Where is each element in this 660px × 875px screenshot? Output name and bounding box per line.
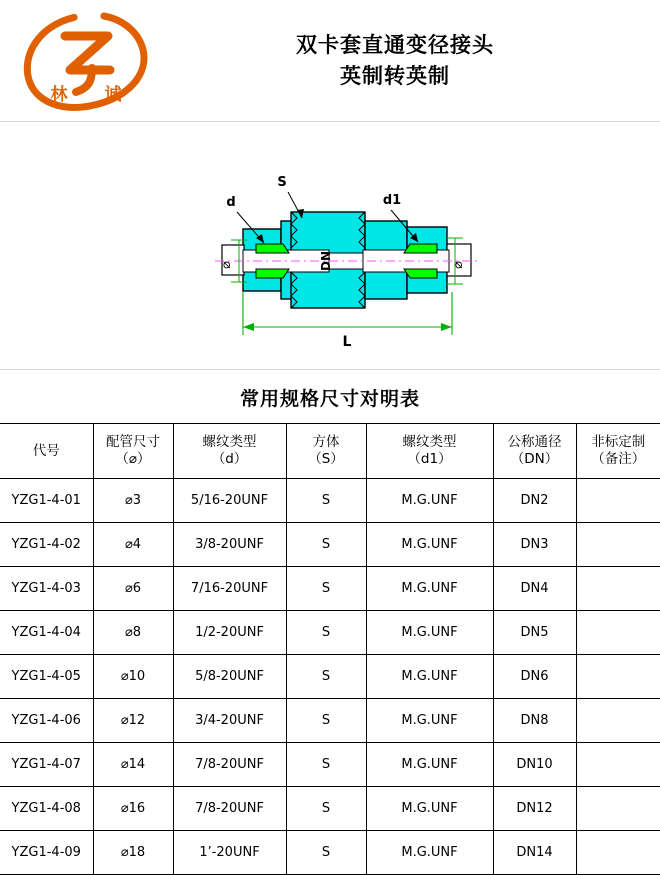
cell-thread-d1: M.G.UNF — [366, 787, 493, 831]
cell-body: S — [286, 611, 366, 655]
product-drawing — [0, 122, 660, 370]
cell-note — [576, 787, 660, 831]
cell-thread-d: 7/8-20UNF — [173, 743, 286, 787]
cell-tube: ⌀3 — [93, 479, 173, 523]
cell-body: S — [286, 479, 366, 523]
cell-dn: DN6 — [493, 655, 576, 699]
col-header-dn-line1: 公称通径 — [507, 434, 562, 450]
col-header-body-s — [286, 424, 366, 479]
col-header-thread-d-line2: （d） — [211, 451, 248, 467]
label-d: d — [226, 195, 236, 210]
spec-table — [0, 423, 660, 875]
logo-sub-right: 诚 — [104, 85, 122, 105]
cell-note — [576, 743, 660, 787]
cell-code: YZG1-4-05 — [0, 655, 93, 699]
cell-dn: DN2 — [493, 479, 576, 523]
cell-thread-d1: M.G.UNF — [366, 831, 493, 875]
cell-dn: DN10 — [493, 743, 576, 787]
cell-dn: DN5 — [493, 611, 576, 655]
table-row — [0, 699, 660, 743]
cell-dn: DN14 — [493, 831, 576, 875]
table-row — [0, 655, 660, 699]
cell-tube: ⌀10 — [93, 655, 173, 699]
cell-dn: DN12 — [493, 787, 576, 831]
cell-tube: ⌀18 — [93, 831, 173, 875]
cell-dn: DN3 — [493, 523, 576, 567]
cell-tube: ⌀12 — [93, 699, 173, 743]
cell-thread-d: 7/16-20UNF — [173, 567, 286, 611]
cell-note — [576, 479, 660, 523]
cell-tube: ⌀14 — [93, 743, 173, 787]
label-diameter-right: ⌀ — [451, 261, 466, 269]
table-header-row — [0, 424, 660, 479]
cell-code: YZG1-4-03 — [0, 567, 93, 611]
cell-thread-d1: M.G.UNF — [366, 479, 493, 523]
cell-thread-d: 7/8-20UNF — [173, 787, 286, 831]
col-header-note-line1: 非标定制 — [591, 434, 646, 450]
cell-body: S — [286, 655, 366, 699]
fitting-technical-drawing — [0, 122, 660, 370]
table-body — [0, 479, 660, 875]
cell-note — [576, 831, 660, 875]
label-diameter-left: ⌀ — [219, 261, 234, 269]
cell-code: YZG1-4-09 — [0, 831, 93, 875]
col-header-dn-line2: （DN） — [510, 451, 559, 467]
col-header-tube-size-line2: （⌀） — [115, 451, 151, 467]
col-header-thread-d1-line1: 螺纹类型 — [402, 434, 457, 450]
col-header-body-s-line1: 方体 — [312, 434, 340, 450]
cell-dn: DN4 — [493, 567, 576, 611]
col-header-thread-d1-line2: （d1） — [407, 451, 452, 467]
col-header-code-line1: 代号 — [32, 442, 60, 459]
col-header-code — [0, 424, 93, 479]
cell-tube: ⌀16 — [93, 787, 173, 831]
cell-thread-d1: M.G.UNF — [366, 655, 493, 699]
cell-code: YZG1-4-06 — [0, 699, 93, 743]
logo-sub-left: 林 — [50, 85, 68, 105]
col-header-tube-size-line1: 配管尺寸 — [106, 434, 160, 450]
cell-tube: ⌀6 — [93, 567, 173, 611]
fitting-bore — [215, 250, 480, 272]
title-line-1: 双卡套直通变径接头 — [296, 32, 494, 57]
title-line-2: 英制转英制 — [340, 63, 450, 88]
col-header-body-s-line2: （S） — [308, 451, 344, 467]
table-row — [0, 743, 660, 787]
label-s: S — [277, 175, 287, 190]
cell-code: YZG1-4-08 — [0, 787, 93, 831]
cell-thread-d: 1/2-20UNF — [173, 611, 286, 655]
cell-code: YZG1-4-07 — [0, 743, 93, 787]
cell-note — [576, 523, 660, 567]
cell-code: YZG1-4-01 — [0, 479, 93, 523]
cell-tube: ⌀8 — [93, 611, 173, 655]
logo-icon — [10, 8, 160, 113]
cell-thread-d1: M.G.UNF — [366, 699, 493, 743]
label-l: L — [342, 334, 352, 350]
cell-thread-d: 3/4-20UNF — [173, 699, 286, 743]
col-header-tube-size — [93, 424, 173, 479]
table-row — [0, 567, 660, 611]
cell-tube: ⌀4 — [93, 523, 173, 567]
label-dn: DN — [319, 250, 333, 272]
col-header-thread-d-line1: 螺纹类型 — [202, 434, 257, 450]
label-d1: d1 — [382, 193, 402, 208]
cell-thread-d: 1’-20UNF — [173, 831, 286, 875]
col-header-note — [576, 424, 660, 479]
company-logo — [0, 6, 170, 116]
cell-code: YZG1-4-04 — [0, 611, 93, 655]
cell-body: S — [286, 743, 366, 787]
cell-thread-d1: M.G.UNF — [366, 567, 493, 611]
page-title — [170, 30, 660, 92]
col-header-note-line2: （备注） — [591, 451, 646, 467]
col-header-dn — [493, 424, 576, 479]
table-title: 常用规格尺寸对明表 — [239, 388, 420, 410]
cell-thread-d1: M.G.UNF — [366, 743, 493, 787]
cell-thread-d: 3/8-20UNF — [173, 523, 286, 567]
table-row — [0, 611, 660, 655]
cell-note — [576, 611, 660, 655]
cell-note — [576, 699, 660, 743]
col-header-thread-d — [173, 424, 286, 479]
table-row — [0, 523, 660, 567]
cell-note — [576, 655, 660, 699]
cell-body: S — [286, 699, 366, 743]
cell-thread-d1: M.G.UNF — [366, 611, 493, 655]
table-row — [0, 831, 660, 875]
cell-body: S — [286, 787, 366, 831]
cell-thread-d1: M.G.UNF — [366, 523, 493, 567]
col-header-thread-d1 — [366, 424, 493, 479]
cell-note — [576, 567, 660, 611]
cell-thread-d: 5/16-20UNF — [173, 479, 286, 523]
page-header — [0, 0, 660, 122]
cell-body: S — [286, 567, 366, 611]
cell-body: S — [286, 523, 366, 567]
table-row — [0, 787, 660, 831]
cell-thread-d: 5/8-20UNF — [173, 655, 286, 699]
cell-dn: DN8 — [493, 699, 576, 743]
cell-code: YZG1-4-02 — [0, 523, 93, 567]
table-row — [0, 479, 660, 523]
cell-body: S — [286, 831, 366, 875]
